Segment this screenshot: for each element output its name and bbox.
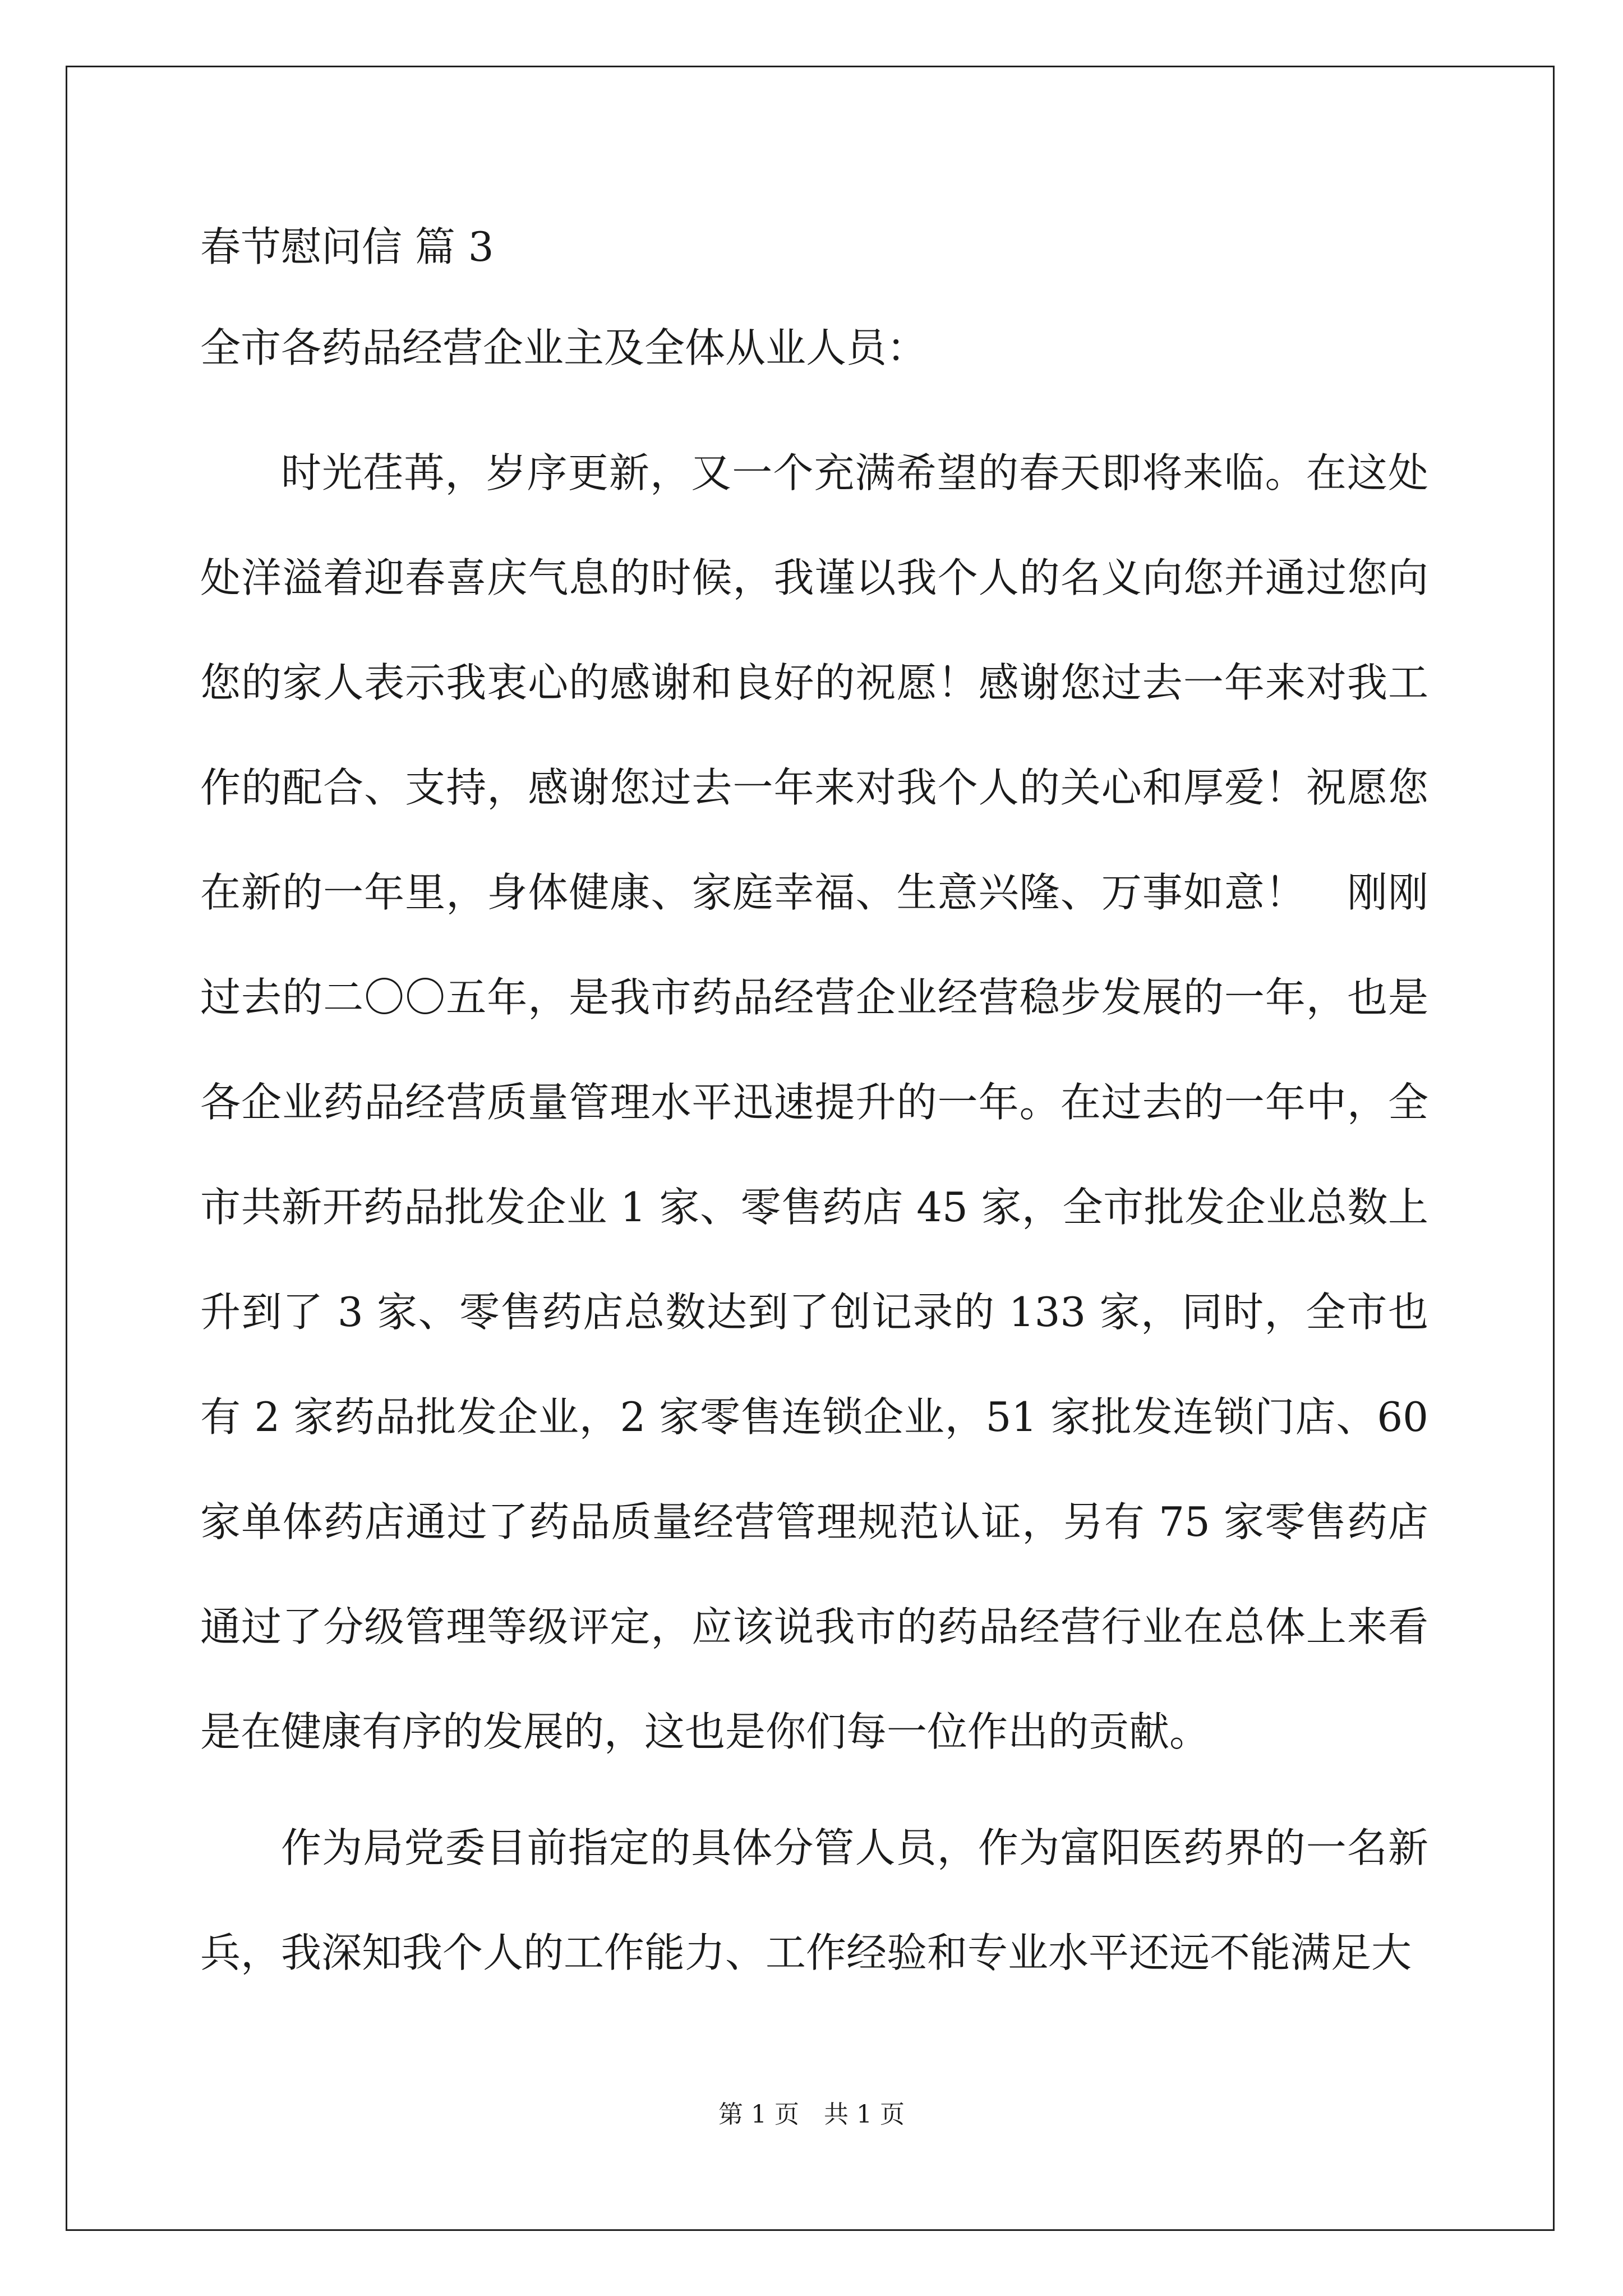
page-number: 第 1 页 共 1 页 xyxy=(718,2100,905,2129)
paragraph-2: 作为局党委目前指定的具体分管人员，作为富阳医药界的一名新兵，我深知我个人的工作能力、工作经验和专业水平还远不能满足大 xyxy=(200,1824,1428,1976)
document-body xyxy=(200,213,1428,2005)
salutation: 全市各药品经营企业主及全体从业人员： xyxy=(200,324,928,371)
page-footer xyxy=(0,2098,1623,2132)
document-title: 春节慰问信 篇 3 xyxy=(200,223,494,270)
paragraph-1: 时光荏苒，岁序更新，又一个充满希望的春天即将来临。在这处处洋溢着迎春喜庆气息的时候，我谨以我个人的名义向您并通过您向您的家人表示我衷心的感谢和良好的祝愿！感谢您过去一年来对我工作的配合、支持，感谢您过去一年来对我个人的关心和厚爱！祝愿您在新的一年里，身体健康、家庭幸福、生意兴隆、万事如意！ 刚刚过去的二〇〇五年，是我市药品经营企业经营稳步发展的一年，也是各企业药品经营质量管理水平迅速提升的一年。在过去的一年中，全市共新开药品批发企业 1 家、零售药店 45 家，全市批发企业总数上升到了 3 家、零售药店总数达到了创记录的 133 家，同时，全市也有 2 家药品批发企业，2 家零售连锁企业，51 家批发连锁门店、60 家单体药店通过了药品质量经营管理规范认证，另有 75 家零售药店通过了分级管理等级评定，应该说我市的药品经营行业在总体上来看是在健康有序的发展的，这也是你们每一位作出的贡献。 xyxy=(200,449,1428,1755)
